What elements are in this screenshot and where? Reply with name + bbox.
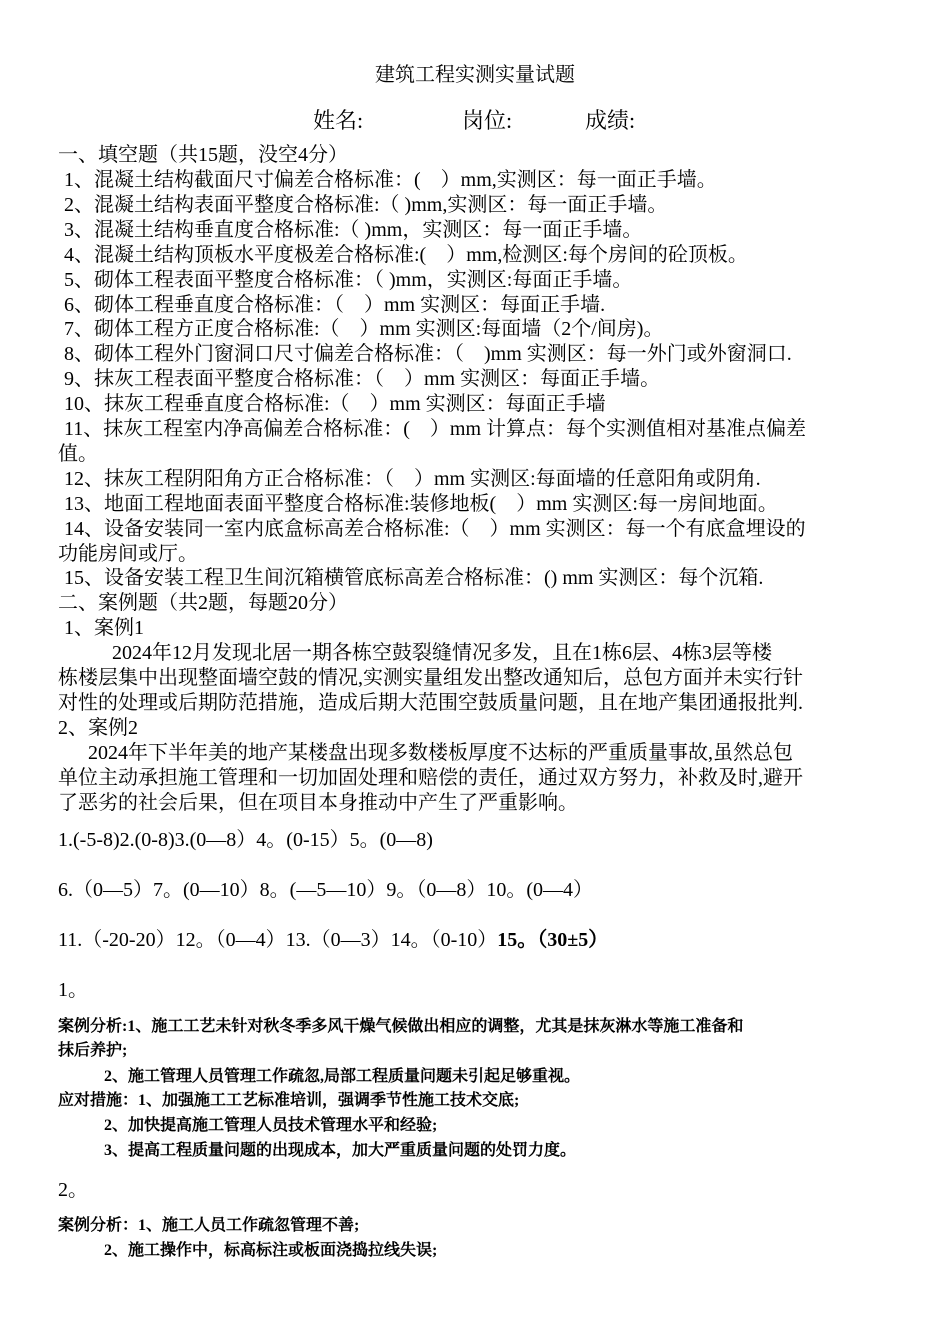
question-line: 2、混凝土结构表面平整度合格标准:（ )mm,实测区：每一面正手墙。: [64, 193, 668, 216]
case2-text-line: 2024年下半年美的地产某楼盘出现多数楼板厚度不达标的严重质量事故,虽然总包: [88, 742, 793, 764]
question-line: 12、抹灰工程阴阳角方正合格标准：（ ）mm 实测区:每面墙的任意阳角或阴角.: [64, 467, 761, 490]
answers-line-3-bold: 15。（30±5）: [497, 929, 609, 951]
question-line: 14、设备安装同一室内底盒标高差合格标准:（ ）mm 实测区：每一个有底盒埋设的: [64, 517, 806, 540]
case2-answer-label: 2。: [58, 1179, 88, 1201]
case2-text-line: 了恶劣的社会后果，但在项目本身推动中产生了严重影响。: [58, 792, 578, 814]
score-field-label: 成绩:: [585, 108, 636, 133]
case1-analysis-line: 抹后养护;: [58, 1042, 128, 1059]
question-line: 4、混凝土结构顶板水平度极差合格标准:( ）mm,检测区:每个房间的砼顶板。: [64, 243, 748, 266]
answers-line-3-normal: 11.（-20-20）12。（0—4）13.（0—3）14。（0-10）: [58, 929, 498, 951]
case1-measures-line: 3、提高工程质量问题的出现成本，加大严重质量问题的处罚力度。: [104, 1142, 577, 1159]
question-line: 13、地面工程地面表面平整度合格标准:装修地板( ）mm 实测区:每一房间地面。: [64, 492, 778, 515]
document-title: 建筑工程实测实量试题: [375, 64, 575, 86]
case2-analysis-line: 2、施工操作中，标高标注或板面浇捣拉线失误;: [104, 1242, 438, 1259]
case1-measures-line: 应对措施：1、加强施工工艺标准培训，强调季节性施工技术交底;: [58, 1092, 520, 1109]
case2-text-line: 单位主动承担施工管理和一切加固处理和赔偿的责任，通过双方努力，补救及时,避开: [58, 767, 803, 789]
case1-title: 1、案例1: [64, 617, 144, 639]
question-line: 6、砌体工程垂直度合格标准：（ ）mm 实测区：每面正手墙.: [64, 293, 606, 316]
case2-analysis-line: 案例分析：1、施工人员工作疏忽管理不善;: [58, 1217, 360, 1234]
answers-line-1: 1.(-5-8)2.(0-8)3.(0—8）4。(0-15）5。(0—8): [58, 829, 433, 851]
case1-analysis-line: 2、施工管理人员管理工作疏忽,局部工程质量问题未引起足够重视。: [104, 1068, 581, 1085]
section2-heading: 二、案例题（共2题，每题20分）: [58, 592, 348, 614]
case1-answer-label: 1。: [58, 979, 88, 1001]
question-line: 7、砌体工程方正度合格标准:（ ）mm 实测区:每面墙（2个/间房)。: [64, 318, 664, 341]
question-line: 1、混凝土结构截面尺寸偏差合格标准：( ）mm,实测区：每一面正手墙。: [64, 169, 717, 191]
question-line: 15、设备安装工程卫生间沉箱横管底标高差合格标准：() mm 实测区：每个沉箱.: [64, 567, 764, 590]
case1-text-line: 2024年12月发现北居一期各栋空鼓裂缝情况多发，且在1栋6层、4栋3层等楼: [112, 642, 772, 664]
name-field-label: 姓名:: [313, 108, 364, 133]
question-line: 5、砌体工程表面平整度合格标准：（ )mm，实测区:每面正手墙。: [64, 268, 633, 291]
answers-line-3: [58, 928, 608, 952]
question-line: 3、混凝土结构垂直度合格标准:（ )mm，实测区：每一面正手墙。: [64, 218, 643, 241]
question-line: 8、砌体工程外门窗洞口尺寸偏差合格标准：（ )mm 实测区：每一外门或外窗洞口.: [64, 343, 792, 366]
answers-line-2: 6.（0—5）7。(0—10）8。(—5—10）9。（0—8）10。(0—4）: [58, 879, 593, 901]
section1-heading: 一、填空题（共15题，没空4分）: [58, 144, 348, 166]
case1-analysis-line: 案例分析:1、施工工艺未针对秋冬季多风干燥气候做出相应的调整，尤其是抹灰淋水等施工准备和: [58, 1018, 744, 1035]
question-line: 功能房间或厅。: [58, 542, 198, 565]
case1-text-line: 对性的处理或后期防范措施，造成后期大范围空鼓质量问题，且在地产集团通报批判.: [58, 692, 803, 714]
question-line: 值。: [58, 442, 98, 465]
question-line: 10、抹灰工程垂直度合格标准:（ ）mm 实测区：每面正手墙: [64, 393, 606, 416]
question-line: 9、抹灰工程表面平整度合格标准：（ ）mm 实测区：每面正手墙。: [64, 368, 661, 391]
case1-text-line: 栋楼层集中出现整面墙空鼓的情况,实测实量组发出整改通知后，总包方面并未实行针: [58, 667, 803, 689]
question-line: 11、抹灰工程室内净高偏差合格标准：( ）mm 计算点：每个实测值相对基准点偏差: [64, 418, 807, 440]
case2-title: 2、案例2: [58, 717, 138, 739]
case1-measures-line: 2、加快提高施工管理人员技术管理水平和经验;: [104, 1117, 438, 1134]
post-field-label: 岗位:: [462, 108, 513, 133]
